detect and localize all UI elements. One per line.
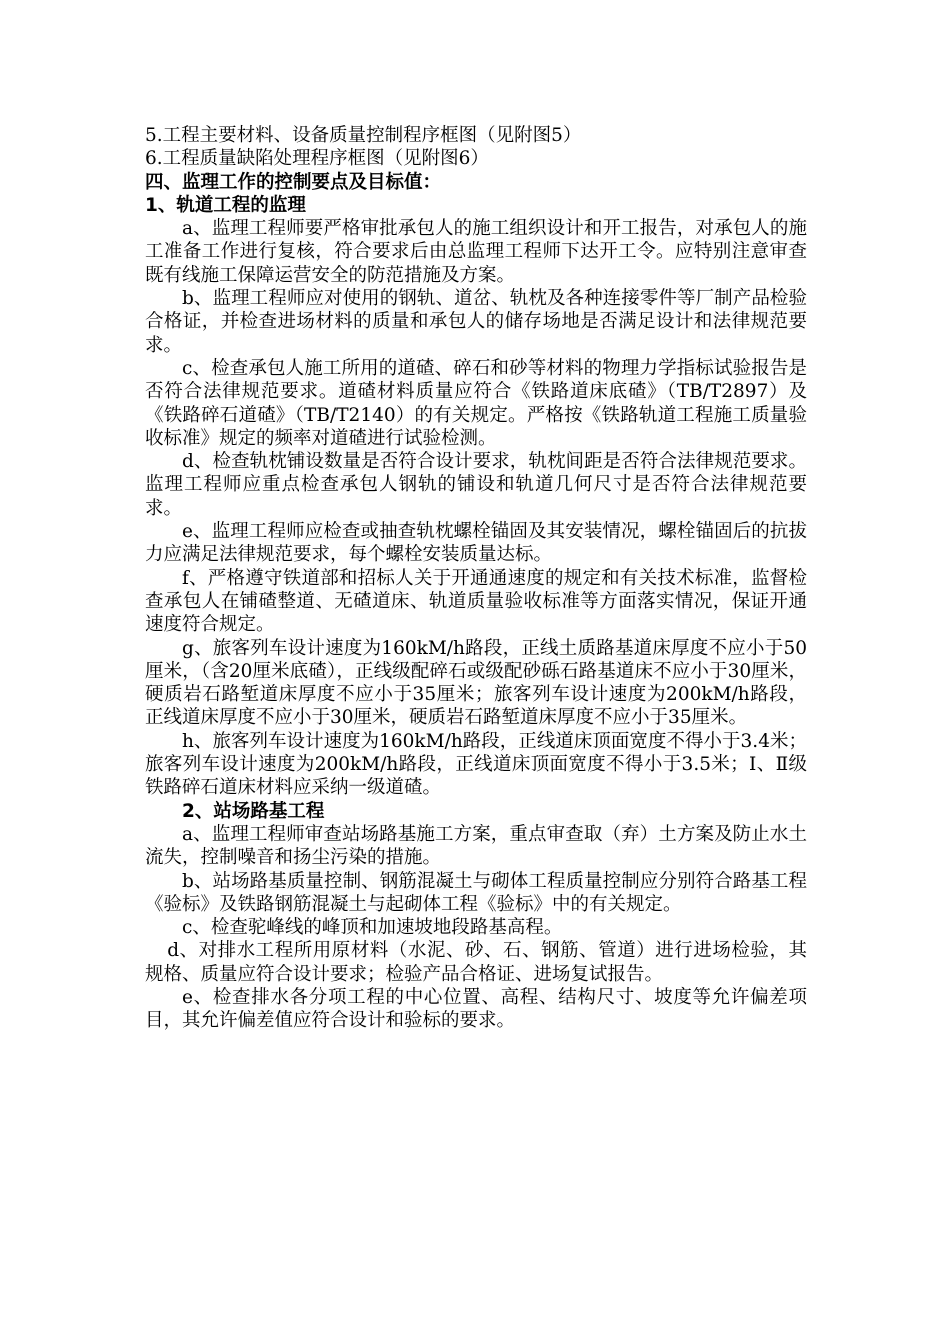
paragraph-1a: a、监理工程师要严格审批承包人的施工组织设计和开工报告，对承包人的施工准备工作进行复核，符合要求后由总监理工程师下达开工令。应特别注意审查既有线施工保障运营安全的防范措施及方案。 <box>145 218 807 286</box>
paragraph-1b: b、监理工程师应对使用的钢轨、道岔、轨枕及各种连接零件等厂制产品检验合格证，并检查进场材料的质量和承包人的储存场地是否满足设计和法律规范要求。 <box>145 288 807 356</box>
document-page <box>145 124 807 1033</box>
text-line-item6: 6.工程质量缺陷处理程序框图（见附图6） <box>145 148 489 170</box>
paragraph-2a: a、监理工程师审查站场路基施工方案，重点审查取（弃）土方案及防止水土流失，控制噪音和扬尘污染的措施。 <box>145 823 807 869</box>
paragraph-1e: e、监理工程师应检查或抽查轨枕螺栓锚固及其安装情况，螺栓锚固后的抗拔力应满足法律规范要求，每个螺栓安装质量达标。 <box>145 521 807 566</box>
paragraph-1c: c、检查承包人施工所用的道碴、碎石和砂等材料的物理力学指标试验报告是否符合法律规范要求。道碴材料质量应符合《铁路道床底碴》（TB/T2897）及《铁路碎石道碴》（TB/T2140）的有关规定。严格按《铁路轨道工程施工质量验收标准》规定的频率对道碴进行试验检测。 <box>145 357 807 449</box>
paragraph-1g: g、旅客列车设计速度为160kM/h路段，正线土质路基道床厚度不应小于50厘米，（含20厘米底碴），正线级配碎石或级配砂砾石路基道床不应小于30厘米，硬质岩石路堑道床厚度不应小于35厘米；旅客列车设计速度为200kM/h路段，正线道床厚度不应小于30厘米，硬质岩石路堑道床厚度不应小于35厘米。 <box>145 637 807 729</box>
subsection-heading-2: 2、站场路基工程 <box>182 800 325 822</box>
paragraph-1d: d、检查轨枕铺设数量是否符合设计要求，轨枕间距是否符合法律规范要求。监理工程师应重点检查承包人钢轨的铺设和轨道几何尺寸是否符合法律规范要求。 <box>145 451 807 519</box>
paragraph-1f: f、严格遵守铁道部和招标人关于开通通速度的规定和有关技术标准，监督检查承包人在铺碴整道、无碴道床、轨道质量验收标准等方面落实情况，保证开通速度符合规定。 <box>145 567 807 636</box>
paragraph-1h: h、旅客列车设计速度为160kM/h路段，正线道床顶面宽度不得小于3.4米；旅客列车设计速度为200kM/h路段，正线道床顶面宽度不得小于3.5米；Ⅰ、Ⅱ级铁路碎石道床材料应采纳一级道碴。 <box>145 730 807 799</box>
text-line-item5: 5.工程主要材料、设备质量控制程序框图（见附图5） <box>145 125 582 146</box>
paragraph-2e: e、检查排水各分项工程的中心位置、高程、结构尺寸、坡度等允许偏差项目，其允许偏差值应符合设计和验标的要求。 <box>145 986 807 1032</box>
paragraph-2b: b、站场路基质量控制、钢筋混凝土与砌体工程质量控制应分别符合路基工程《验标》及铁路钢筋混凝土与起砌体工程《验标》中的有关规定。 <box>145 870 807 915</box>
paragraph-2c: c、检查驼峰线的峰顶和加速坡地段路基高程。 <box>182 917 563 939</box>
subsection-heading-1: 1、轨道工程的监理 <box>145 194 306 216</box>
section-heading: 四、监理工作的控制要点及目标值： <box>145 171 442 193</box>
paragraph-2d: d、对排水工程所用原材料（水泥、砂、石、钢筋、管道）进行进场检验，其规格、质量应符合设计要求；检验产品合格证、进场复试报告。 <box>145 940 807 985</box>
